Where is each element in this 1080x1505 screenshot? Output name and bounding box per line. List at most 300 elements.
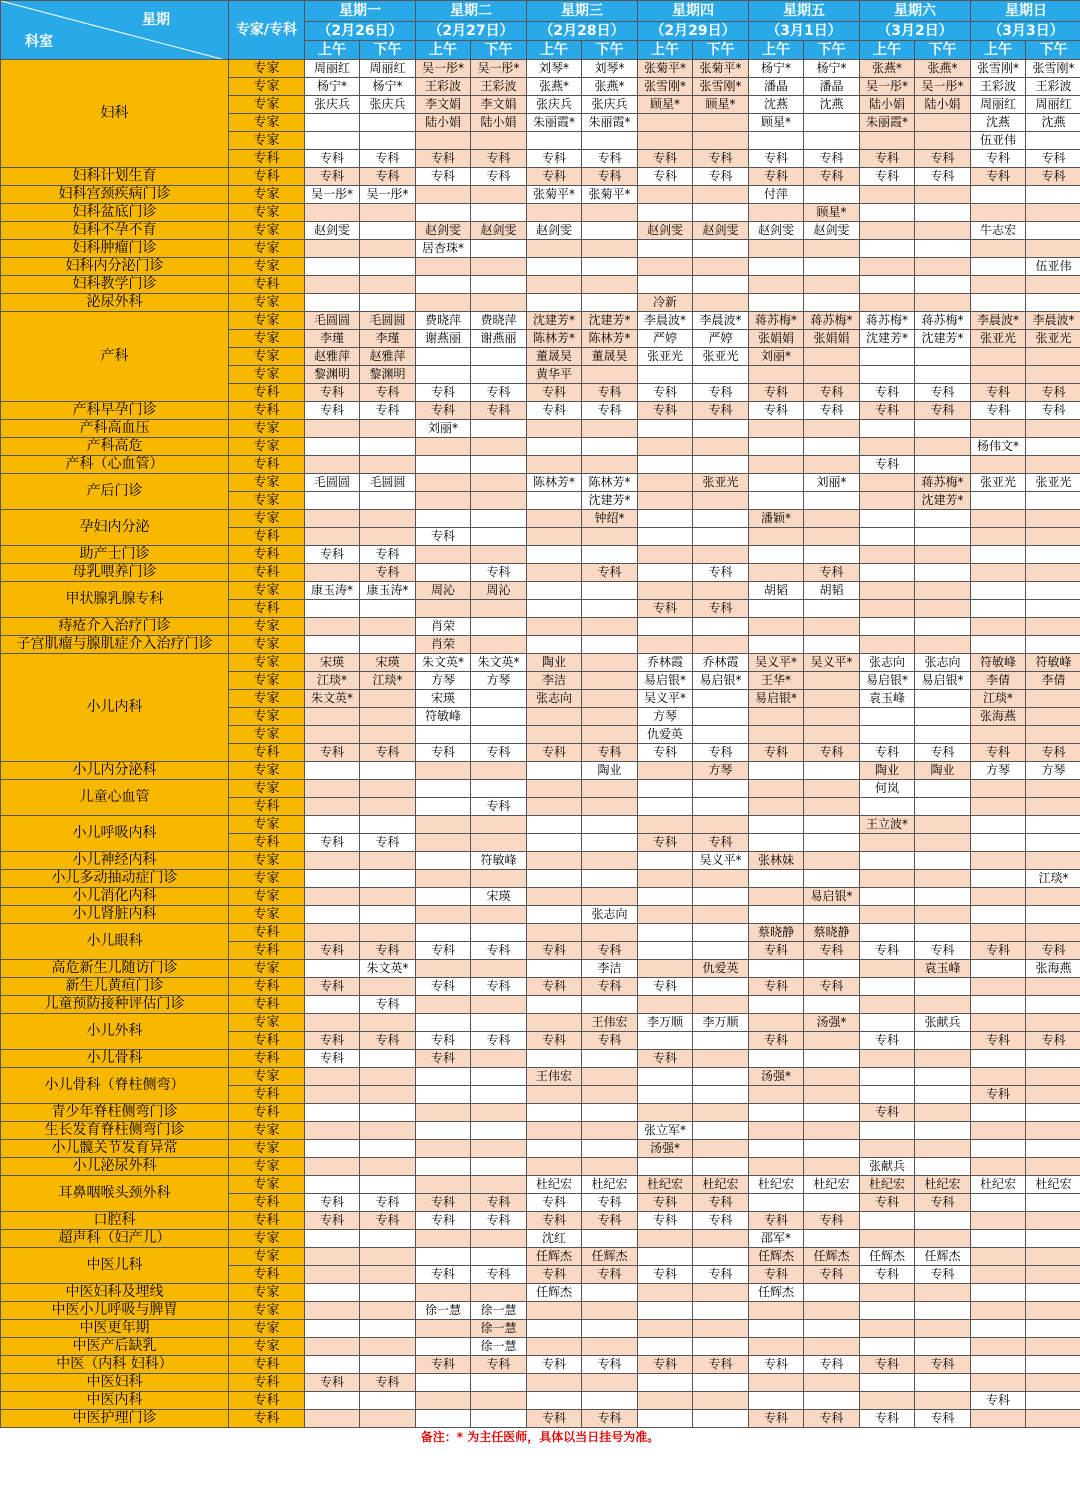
schedule-cell [582,672,638,690]
schedule-cell: 徐一慧 [471,1302,527,1320]
schedule-cell [527,798,582,816]
schedule-cell [527,1302,582,1320]
schedule-cell [360,816,416,834]
schedule-cell [971,1374,1026,1392]
schedule-cell: 专科 [971,942,1026,960]
schedule-cell [582,546,638,564]
schedule-cell: 张雪刚* [638,78,693,96]
schedule-cell: 专科 [638,1194,693,1212]
schedule-cell: 易启银* [804,888,860,906]
schedule-cell [971,1050,1026,1068]
schedule-row [1,960,1080,978]
schedule-cell [582,1374,638,1392]
clinic-type: 专科 [229,1392,305,1410]
schedule-cell: 胡韬 [749,582,804,600]
schedule-cell [915,906,971,924]
schedule-cell: 任辉杰 [527,1284,582,1302]
schedule-cell [360,294,416,312]
schedule-cell [693,510,749,528]
clinic-type: 专家 [229,1284,305,1302]
schedule-cell: 陶业 [582,762,638,780]
schedule-cell [527,834,582,852]
schedule-cell [1026,1158,1080,1176]
schedule-cell [1026,1374,1080,1392]
schedule-cell [971,798,1026,816]
schedule-cell: 专科 [527,1266,582,1284]
schedule-cell: 专科 [305,942,360,960]
schedule-cell [860,906,915,924]
schedule-cell: 王彩波 [416,78,471,96]
schedule-cell [305,1320,360,1338]
clinic-type: 专科 [229,978,305,996]
schedule-cell: 专科 [749,402,804,420]
schedule-cell [582,780,638,798]
schedule-cell: 专科 [915,744,971,762]
schedule-cell [804,420,860,438]
schedule-cell [416,1176,471,1194]
schedule-cell [1026,510,1080,528]
schedule-cell [1026,1212,1080,1230]
schedule-cell: 专科 [582,384,638,402]
schedule-cell: 张志向 [915,654,971,672]
schedule-cell: 张志向 [860,654,915,672]
day-header: 星期二 [416,1,527,22]
schedule-cell: 吴一彤* [360,186,416,204]
schedule-cell: 符敏峰 [471,852,527,870]
schedule-cell [915,1032,971,1050]
department-name: 儿童预防接种评估门诊 [1,996,229,1014]
schedule-cell [971,852,1026,870]
schedule-cell [971,1338,1026,1356]
schedule-cell [860,1014,915,1032]
schedule-cell [1026,1140,1080,1158]
schedule-cell [416,870,471,888]
schedule-cell [915,564,971,582]
schedule-cell [471,996,527,1014]
schedule-cell: 专科 [804,942,860,960]
schedule-cell [915,204,971,222]
schedule-cell: 吴义平* [804,654,860,672]
schedule-cell: 赵雅萍 [305,348,360,366]
schedule-cell [860,1392,915,1410]
schedule-cell: 吴一彤* [860,78,915,96]
schedule-cell [638,258,693,276]
schedule-cell: 专科 [471,1356,527,1374]
day-date: （3月3日） [971,22,1080,41]
schedule-cell [1026,1392,1080,1410]
schedule-cell [804,906,860,924]
schedule-cell [1026,1122,1080,1140]
schedule-cell [1026,1248,1080,1266]
schedule-cell [471,1104,527,1122]
day-date: （2月27日） [416,22,527,41]
schedule-cell: 专科 [471,798,527,816]
schedule-cell: 徐一慧 [471,1338,527,1356]
department-name: 产后门诊 [1,474,229,510]
schedule-cell: 朱丽霞* [527,114,582,132]
schedule-cell: 专科 [305,978,360,996]
schedule-cell [638,366,693,384]
schedule-cell [1026,690,1080,708]
schedule-cell: 沈建芳* [915,330,971,348]
schedule-cell: 费晓萍 [471,312,527,330]
schedule-cell [693,132,749,150]
schedule-cell: 张庆兵 [527,96,582,114]
schedule-row [1,1284,1080,1302]
schedule-cell: 张亚光 [1026,330,1080,348]
schedule-cell [305,564,360,582]
schedule-cell: 专科 [749,1212,804,1230]
schedule-row [1,852,1080,870]
schedule-cell [860,1050,915,1068]
clinic-type: 专家 [229,60,305,78]
schedule-cell [971,186,1026,204]
schedule-cell [305,780,360,798]
schedule-cell [971,978,1026,996]
schedule-cell: 张林妹 [749,852,804,870]
schedule-cell: 张亚光 [693,474,749,492]
day-header: 星期三 [527,1,638,22]
schedule-cell [971,1140,1026,1158]
schedule-cell [1026,186,1080,204]
schedule-cell: 张庆兵 [582,96,638,114]
schedule-cell [915,600,971,618]
schedule-cell [305,510,360,528]
schedule-cell [693,1122,749,1140]
schedule-cell [860,348,915,366]
schedule-cell [1026,1086,1080,1104]
schedule-cell [1026,726,1080,744]
schedule-cell [693,582,749,600]
schedule-cell: 袁玉峰 [860,690,915,708]
schedule-cell [305,456,360,474]
schedule-cell: 专科 [471,564,527,582]
schedule-cell [749,636,804,654]
schedule-cell [1026,366,1080,384]
schedule-cell: 方琴 [693,762,749,780]
schedule-cell [915,1230,971,1248]
schedule-row [1,582,1080,600]
schedule-cell: 李瑾 [305,330,360,348]
schedule-cell: 陆小娟 [915,96,971,114]
schedule-cell [471,1050,527,1068]
schedule-cell [471,834,527,852]
schedule-cell: 肖荣 [416,636,471,654]
schedule-cell: 赵剑雯 [693,222,749,240]
schedule-cell [527,1104,582,1122]
schedule-cell: 邵军* [749,1230,804,1248]
schedule-cell: 专科 [915,1410,971,1428]
schedule-cell: 宋瑛 [471,888,527,906]
schedule-cell [638,870,693,888]
schedule-cell [471,420,527,438]
schedule-cell [915,132,971,150]
department-name: 妇科计划生育 [1,168,229,186]
schedule-cell [471,438,527,456]
schedule-cell [749,420,804,438]
schedule-cell [582,204,638,222]
schedule-cell [471,924,527,942]
schedule-cell: 袁玉峰 [915,960,971,978]
schedule-cell: 专科 [582,150,638,168]
schedule-cell: 张献兵 [860,1158,915,1176]
schedule-cell: 专科 [582,744,638,762]
schedule-cell: 专科 [749,168,804,186]
schedule-cell: 潘晶 [749,78,804,96]
schedule-cell: 专科 [860,384,915,402]
schedule-cell [1026,924,1080,942]
schedule-cell: 张志向 [582,906,638,924]
schedule-cell: 赵剑雯 [804,222,860,240]
schedule-cell [582,798,638,816]
schedule-cell [693,1338,749,1356]
schedule-cell [471,240,527,258]
schedule-cell [804,1392,860,1410]
schedule-cell [638,510,693,528]
schedule-cell [804,1194,860,1212]
schedule-cell: 方琴 [471,672,527,690]
schedule-cell [1026,636,1080,654]
clinic-type: 专家 [229,294,305,312]
schedule-cell [915,852,971,870]
schedule-cell: 陶业 [860,762,915,780]
schedule-cell [416,1140,471,1158]
schedule-cell: 专科 [305,150,360,168]
schedule-cell: 专科 [360,1032,416,1050]
schedule-cell [1026,618,1080,636]
clinic-type: 专科 [229,1050,305,1068]
department-name: 中医更年期 [1,1320,229,1338]
schedule-cell [860,888,915,906]
schedule-cell [1026,600,1080,618]
schedule-cell [860,834,915,852]
schedule-cell [1026,1050,1080,1068]
schedule-cell [693,1374,749,1392]
schedule-cell: 专科 [471,978,527,996]
afternoon-header: 下午 [1026,41,1080,60]
schedule-cell: 专科 [1026,942,1080,960]
schedule-cell: 杜纪宏 [693,1176,749,1194]
schedule-cell: 周沁 [471,582,527,600]
schedule-cell [693,204,749,222]
schedule-cell [527,1338,582,1356]
clinic-type: 专家 [229,780,305,798]
schedule-cell: 宋瑛 [360,654,416,672]
schedule-cell [749,1374,804,1392]
schedule-cell: 专科 [527,168,582,186]
schedule-cell: 专科 [1026,402,1080,420]
schedule-cell [305,1284,360,1302]
schedule-cell [860,294,915,312]
schedule-cell [804,870,860,888]
schedule-cell: 专科 [638,1266,693,1284]
schedule-cell: 刘丽* [416,420,471,438]
schedule-cell [1026,780,1080,798]
schedule-cell [749,294,804,312]
schedule-cell [416,798,471,816]
schedule-row [1,1230,1080,1248]
schedule-cell: 专科 [860,402,915,420]
schedule-cell [582,618,638,636]
schedule-cell [860,726,915,744]
schedule-cell [360,204,416,222]
schedule-cell: 张海燕 [971,708,1026,726]
schedule-cell [915,978,971,996]
schedule-cell [860,420,915,438]
department-name: 妇科宫颈疾病门诊 [1,186,229,204]
schedule-cell [1026,1104,1080,1122]
schedule-cell: 李万顺 [693,1014,749,1032]
schedule-cell [582,132,638,150]
schedule-cell: 专科 [527,942,582,960]
schedule-cell [749,618,804,636]
schedule-cell [471,204,527,222]
department-name: 中医护理门诊 [1,1410,229,1428]
clinic-type: 专家 [229,420,305,438]
schedule-cell [804,1104,860,1122]
schedule-cell [416,564,471,582]
schedule-row [1,258,1080,276]
schedule-row [1,564,1080,582]
schedule-cell: 张菊平* [638,60,693,78]
clinic-type: 专科 [229,546,305,564]
schedule-cell: 专科 [749,978,804,996]
schedule-cell: 专科 [416,1266,471,1284]
schedule-cell [305,132,360,150]
schedule-cell: 专科 [638,1050,693,1068]
schedule-cell [693,546,749,564]
schedule-cell: 严婷 [638,330,693,348]
clinic-type: 专家 [229,240,305,258]
schedule-cell: 专科 [471,744,527,762]
schedule-cell [804,960,860,978]
schedule-row [1,1212,1080,1230]
schedule-cell: 吴义平* [749,654,804,672]
schedule-cell: 专科 [693,834,749,852]
day-date: （3月1日） [749,22,860,41]
schedule-cell [582,1086,638,1104]
schedule-row [1,906,1080,924]
schedule-cell: 杜纪宏 [582,1176,638,1194]
schedule-cell: 沈燕 [804,96,860,114]
schedule-cell [471,960,527,978]
schedule-cell [416,186,471,204]
schedule-cell [915,1212,971,1230]
schedule-cell: 张立军* [638,1122,693,1140]
schedule-cell: 赵剑雯 [471,222,527,240]
schedule-cell: 何岚 [860,780,915,798]
schedule-cell [915,582,971,600]
schedule-cell [360,222,416,240]
schedule-cell [416,492,471,510]
schedule-cell: 蒋苏梅* [915,474,971,492]
schedule-cell: 专科 [693,1212,749,1230]
department-name: 孕妇内分泌 [1,510,229,546]
schedule-cell: 任辉杰 [804,1248,860,1266]
schedule-cell: 专科 [360,168,416,186]
schedule-cell [749,1320,804,1338]
schedule-cell: 张亚光 [971,330,1026,348]
schedule-cell [915,780,971,798]
schedule-cell [360,870,416,888]
schedule-cell [527,1086,582,1104]
schedule-cell: 毛圆圆 [305,474,360,492]
schedule-cell [305,960,360,978]
clinic-type: 专科 [229,1266,305,1284]
schedule-cell: 王伟宏 [582,1014,638,1032]
schedule-cell [1026,834,1080,852]
clinic-type: 专家 [229,726,305,744]
schedule-cell [527,996,582,1014]
schedule-cell [1026,564,1080,582]
schedule-cell: 专科 [416,1212,471,1230]
schedule-cell [360,852,416,870]
schedule-cell: 张庆兵 [305,96,360,114]
schedule-cell [360,1230,416,1248]
schedule-cell: 沈红 [527,1230,582,1248]
schedule-cell: 方琴 [1026,762,1080,780]
schedule-cell [915,114,971,132]
department-name: 中医小儿呼吸与脾胃 [1,1302,229,1320]
schedule-cell [860,870,915,888]
schedule-cell: 李洁 [582,960,638,978]
schedule-cell [416,924,471,942]
schedule-cell: 方琴 [416,672,471,690]
clinic-type: 专科 [229,1086,305,1104]
schedule-cell: 任辉杰 [582,1248,638,1266]
schedule-cell [471,618,527,636]
schedule-cell [915,1284,971,1302]
clinic-type: 专家 [229,1320,305,1338]
schedule-cell: 易启银* [915,672,971,690]
department-name: 中医妇科 [1,1374,229,1392]
schedule-cell [1026,348,1080,366]
schedule-row [1,924,1080,942]
schedule-cell [915,1374,971,1392]
schedule-cell: 张志向 [527,690,582,708]
schedule-cell: 李晨波* [638,312,693,330]
schedule-cell: 专科 [1026,1032,1080,1050]
schedule-cell: 李文娟 [471,96,527,114]
schedule-cell [471,258,527,276]
schedule-cell [416,276,471,294]
schedule-cell: 付萍 [749,186,804,204]
schedule-cell: 李洁 [527,672,582,690]
clinic-type: 专家 [229,870,305,888]
schedule-cell [749,906,804,924]
afternoon-header: 下午 [804,41,860,60]
schedule-cell [582,1158,638,1176]
schedule-cell [1026,420,1080,438]
schedule-cell: 专科 [1026,744,1080,762]
schedule-cell [471,348,527,366]
schedule-cell [582,1392,638,1410]
schedule-cell: 专科 [971,744,1026,762]
schedule-cell [416,1392,471,1410]
schedule-cell [527,636,582,654]
department-name: 超声科（妇产儿） [1,1230,229,1248]
schedule-cell [1026,276,1080,294]
schedule-cell: 康玉涛* [360,582,416,600]
schedule-cell [749,600,804,618]
schedule-cell: 专科 [638,1356,693,1374]
schedule-cell [693,1392,749,1410]
schedule-cell: 张庆兵 [360,96,416,114]
schedule-cell: 专科 [582,564,638,582]
clinic-type: 专科 [229,1410,305,1428]
schedule-cell: 王华* [749,672,804,690]
schedule-cell [471,276,527,294]
